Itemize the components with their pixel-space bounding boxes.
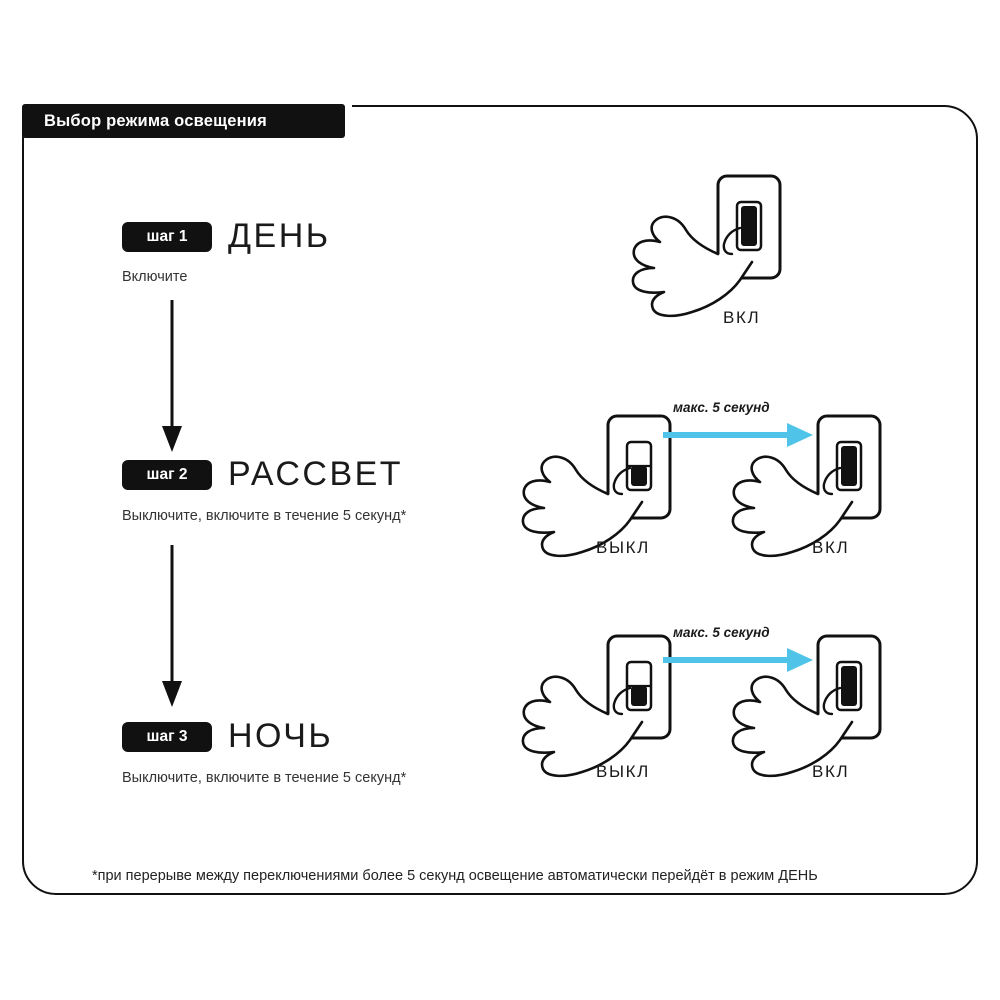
page-title (22, 104, 345, 138)
step-chip-3 (122, 722, 212, 752)
step-chip-2-label: шаг 2 (146, 466, 188, 483)
right-arrow-icon-3 (663, 645, 823, 675)
switch-caption-2-1: ВЫКЛ (596, 538, 650, 557)
step-mode-2: РАССВЕТ (228, 455, 404, 493)
step-chip-2 (122, 460, 212, 490)
wall-switch-icon-step1-on (600, 170, 850, 330)
timer-label-3: макс. 5 секунд (673, 625, 770, 640)
step-desc-3: Выключите, включите в течение 5 секунд* (122, 770, 407, 786)
timer-label-2: макс. 5 секунд (673, 400, 770, 415)
switch-caption-2-2: ВКЛ (812, 538, 850, 557)
switch-caption-1-1: ВКЛ (723, 308, 761, 327)
step-mode-1: ДЕНЬ (228, 217, 331, 255)
step-desc-2: Выключите, включите в течение 5 секунд* (122, 508, 407, 524)
switch-caption-3-2: ВКЛ (812, 762, 850, 781)
step-desc-1: Включите (122, 269, 188, 285)
footnote: *при перерыве между переключениями более 5 секунд освещение автоматически перейдёт в режим ДЕНЬ (92, 868, 818, 884)
step-chip-1 (122, 222, 212, 252)
down-arrow-icon-2 (150, 545, 210, 715)
page-title-label: Выбор режима освещения (44, 111, 267, 130)
switch-caption-3-1: ВЫКЛ (596, 762, 650, 781)
step-mode-3: НОЧЬ (228, 717, 334, 755)
step-chip-1-label: шаг 1 (146, 228, 188, 245)
down-arrow-icon-1 (150, 300, 210, 460)
step-chip-3-label: шаг 3 (146, 728, 188, 745)
right-arrow-icon-2 (663, 420, 823, 450)
